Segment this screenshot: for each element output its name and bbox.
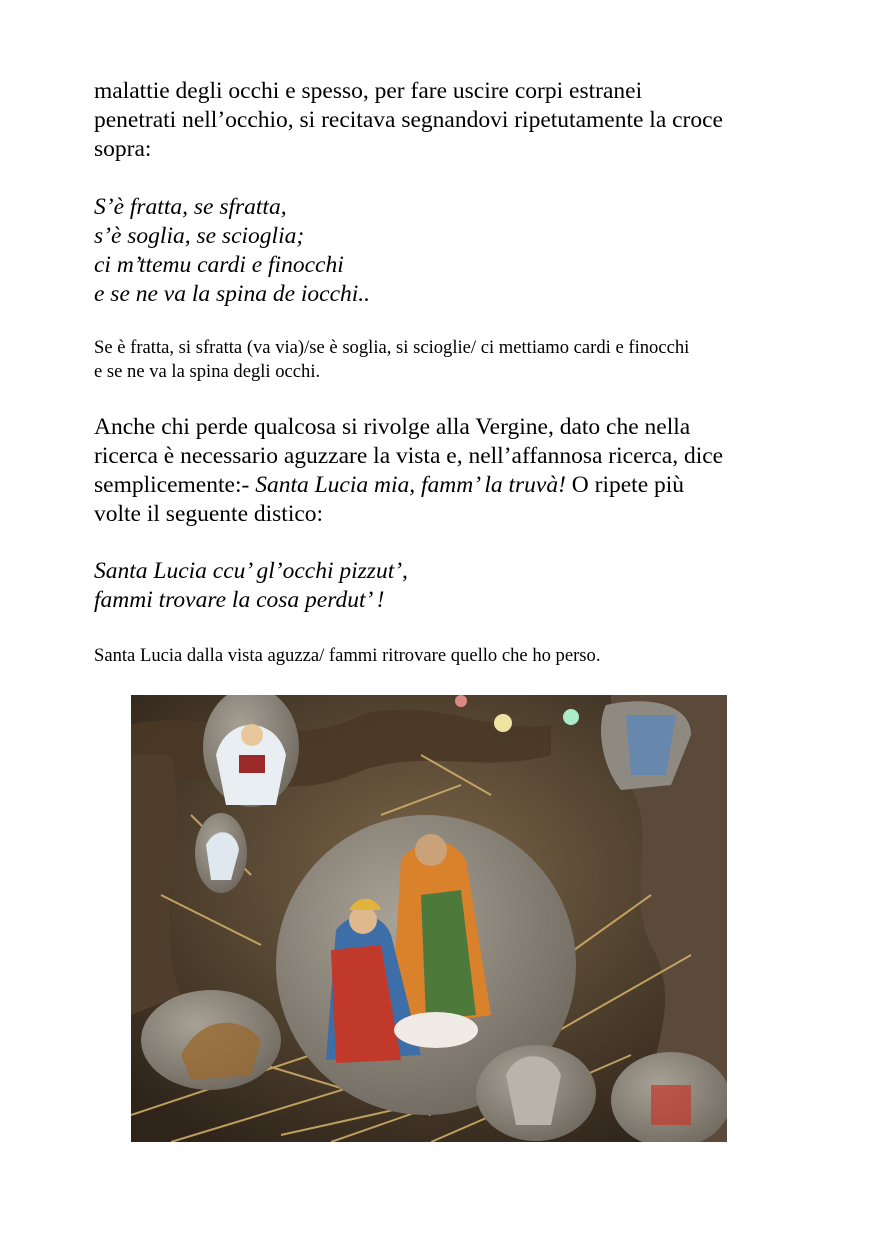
angel-book [239,755,265,773]
light-bulb [455,695,467,707]
paragraph-2-line-1: Anche chi perde qualcosa si rivolge alla Vergine, dato che nella [94,414,691,440]
paragraph-1-line-1: malattie degli occhi e spesso, per fare uscire corpi estranei [94,78,643,104]
verse-1-line-1: S’è fratta, se sfratta, [94,194,287,220]
verse-2-line-2: fammi trovare la cosa perdut’ ! [94,587,385,613]
paragraph-2-line-3-post: O ripete più [565,472,685,498]
paragraph-2-line-3-pre: semplicemente:- [94,472,256,498]
translation-1-line-2: e se ne va la spina degli occhi. [94,361,321,382]
paragraph-2-line-3 [94,472,684,499]
verse-2-line-1: Santa Lucia ccu’ gl’occhi pizzut’, [94,558,408,584]
verse-1-line-3: ci m’ttemu cardi e finocchi [94,252,344,278]
mary-head [349,906,377,934]
verse-1-line-2: s’è soglia, se scioglia; [94,223,305,249]
infant [394,1012,478,1048]
light-bulb [563,709,579,725]
paragraph-1-line-3: sopra: [94,136,152,162]
paragraph-2-line-4: volte il seguente distico: [94,501,324,527]
verse-1-line-4: e se ne va la spina de iocchi.. [94,281,371,307]
paragraph-1-line-2: penetrati nell’occhio, si recitava segnandovi ripetutamente la croce [94,107,723,133]
bottom-right-figure [651,1085,691,1125]
light-bulb [494,714,512,732]
donkey-figure [506,1056,561,1125]
quoted-invocation: Santa Lucia mia, famm’ la truvà! [255,472,566,498]
nativity-illustration [131,695,727,1142]
paragraph-2-line-2: ricerca è necessario aguzzare la vista e, nell’affannosa ricerca, dice [94,443,724,469]
angel-head [241,724,263,746]
translation-2-line-1: Santa Lucia dalla vista aguzza/ fammi ritrovare quello che ho perso. [94,645,601,666]
nativity-photo [131,695,727,1142]
translation-1-line-1: Se è fratta, si sfratta (va via)/se è soglia, si scioglie/ ci mettiamo cardi e finocchi [94,337,690,358]
joseph-head [415,834,447,866]
